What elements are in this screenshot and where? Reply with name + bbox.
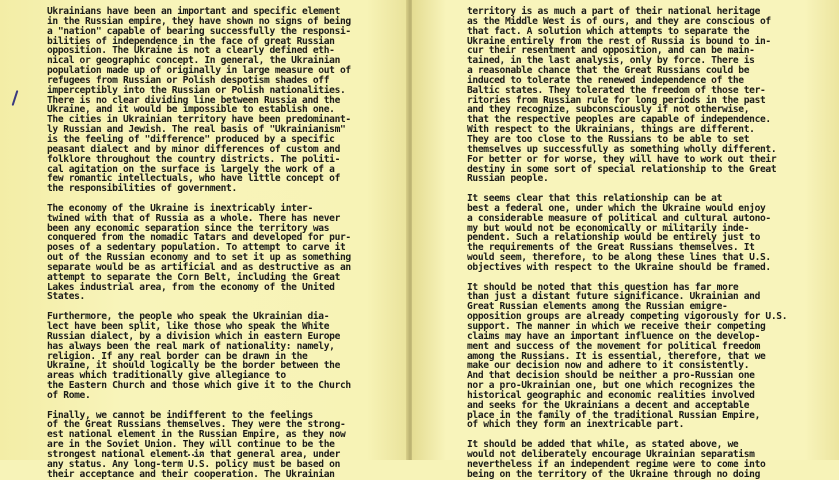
text-line: folklore throughout the country districts. The politi- bbox=[47, 153, 341, 165]
text-line: objectives with respect to the Ukraine should be framed. bbox=[467, 261, 771, 273]
page-footer-fragment bbox=[184, 454, 202, 459]
text-line: opposition. The Ukraine is not a clearly defined eth- bbox=[47, 45, 335, 57]
text-line: claims may have an important influence on the develop- bbox=[467, 330, 761, 342]
text-line: among the Russians. It is essential, therefore, that we bbox=[467, 350, 766, 362]
text-line: population made up of originally in large measure out of bbox=[47, 65, 351, 77]
right-page-text bbox=[467, 7, 817, 480]
text-line: induced to tolerate the renewed independence of the bbox=[467, 74, 744, 86]
text-line: Furthermore, the people who speak the Ukrainian dia- bbox=[47, 311, 330, 323]
text-line: the responsibilities of government. bbox=[47, 183, 237, 195]
text-line: twined with that of Russia as a whole. There has never bbox=[47, 212, 341, 224]
text-line: They are too close to the Russians to be able to set bbox=[467, 133, 750, 145]
text-line: Russian people. bbox=[467, 173, 549, 185]
text-line: separate would be as artificial and as destructive as an bbox=[47, 261, 351, 273]
text-line: nical or geographic concept. In general, the Ukrainian bbox=[47, 55, 341, 67]
text-line: my but would not be economically or militarily inde- bbox=[467, 222, 750, 234]
text-line: ritories from Russian rule for long periods in the past bbox=[467, 94, 766, 106]
text-line: There is no clear dividing line between Russia and the bbox=[47, 94, 341, 106]
text-line: than just a distant future significance. Ukrainian and bbox=[467, 291, 761, 303]
text-line: refugees from Russian or Polish despotism shades off bbox=[47, 74, 330, 86]
text-line: has always been the real mark of nationality: namely, bbox=[47, 340, 335, 352]
text-line: It should be noted that this question has far more bbox=[467, 281, 739, 293]
text-line: conquered from the nomadic Tatars and developed for pur- bbox=[47, 232, 351, 244]
text-line: are in the Soviet Union. They will continue to be the bbox=[47, 439, 335, 451]
text-line: religion. If any real border can be drawn in the bbox=[47, 350, 308, 362]
text-line: place in the family of the traditional Russian Empire, bbox=[467, 409, 761, 421]
text-line: Finally, we cannot be indifferent to the feelings bbox=[47, 409, 313, 421]
left-paragraph-4 bbox=[47, 411, 377, 480]
text-line: For better or for worse, they will have to work out their bbox=[467, 153, 777, 165]
text-line: ment and success of the movement for political freedom bbox=[467, 340, 761, 352]
text-line: cal agitation on the surface is largely the work of a bbox=[47, 163, 335, 175]
left-paragraph-1 bbox=[47, 7, 377, 194]
text-line: best a federal one, under which the Ukraine would enjoy bbox=[467, 202, 766, 214]
text-line: Baltic states. They tolerated the freedom of those ter- bbox=[467, 84, 766, 96]
text-line: areas which traditionally give allegiance to bbox=[47, 370, 286, 382]
text-line: Ukrainians have been an important and specific element bbox=[47, 6, 341, 17]
text-line: out of the Russian economy and to set it up as something bbox=[47, 252, 351, 264]
text-line: would not deliberately encourage Ukrainian separatism bbox=[467, 448, 755, 460]
text-line: support. The manner in which we receive their competing bbox=[467, 321, 766, 332]
text-line: a reasonable chance that the Great Russians could be bbox=[467, 65, 750, 77]
text-line: that the respective peoples are capable of independence. bbox=[467, 114, 771, 126]
left-paragraph-3 bbox=[47, 312, 377, 401]
text-line: few romantic intellectuals, who have little concept of bbox=[47, 173, 341, 185]
text-line: And that decision should be neither a pro-Russian one bbox=[467, 370, 755, 382]
left-paragraph-2 bbox=[47, 204, 377, 302]
text-line: It should be added that while, as stated above, we bbox=[467, 439, 739, 451]
text-line: that fact. A solution which attempts to separate the bbox=[467, 25, 750, 37]
text-line: their acceptance and their cooperation. The Ukrainian bbox=[47, 468, 335, 480]
text-line: The economy of the Ukraine is inextricably inter- bbox=[47, 202, 313, 214]
right-paragraph-4 bbox=[467, 440, 817, 479]
text-line: opposition groups are already competing vigorously for U.S. bbox=[467, 311, 788, 323]
text-line: Lakes industrial area, from the economy of the United bbox=[47, 281, 335, 293]
left-page bbox=[0, 0, 408, 480]
text-line: destiny in some sort of special relationship to the Great bbox=[467, 163, 777, 175]
text-line: nevertheless if an independent regime were to come into bbox=[467, 458, 766, 470]
text-line: of which they form an inextricable part. bbox=[467, 419, 685, 431]
text-line: and seeks for the Ukrainians a decent and acceptable bbox=[467, 399, 750, 411]
text-line: Ukraine entirely from the rest of Russia is bound to in- bbox=[467, 35, 771, 47]
text-line: is the feeling of "difference" produced by a specific bbox=[47, 133, 335, 145]
text-line: a "nation" capable of bearing successfully the responsi- bbox=[47, 25, 351, 37]
text-line: est national element in the Russian Empire, as they now bbox=[47, 429, 346, 441]
text-line: peasant dialect and by minor differences of custom and bbox=[47, 143, 341, 155]
text-line: make our decision now and adhere to it consistently. bbox=[467, 360, 750, 372]
text-line: of the Great Russians themselves. They were the strong- bbox=[47, 419, 346, 431]
text-line: territory is as much a part of their national heritage bbox=[467, 6, 761, 17]
text-line: cur their resentment and opposition, and can be main- bbox=[467, 45, 755, 57]
text-line: strongest national element in that general area, under bbox=[47, 448, 341, 460]
text-line: in the Russian empire, they have shown no signs of being bbox=[47, 15, 351, 27]
text-line: States. bbox=[47, 291, 85, 303]
text-line: of Rome. bbox=[47, 389, 91, 401]
text-line: Great Russian elements among the Russian emigre- bbox=[467, 301, 728, 313]
text-line: as the Middle West is of ours, and they are conscious of bbox=[467, 15, 771, 27]
text-line: Russian dialect, by a division which in eastern Europe bbox=[47, 330, 341, 342]
text-line: attempt to separate the Corn Belt, including the Great bbox=[47, 271, 341, 283]
text-line: a considerable measure of political and cultural autono- bbox=[467, 212, 771, 224]
text-line: would seem, therefore, to be along these lines that U.S. bbox=[467, 252, 771, 264]
text-line: being on the territory of the Ukraine through no doing bbox=[467, 468, 761, 480]
right-page bbox=[412, 0, 839, 480]
text-line: tained, in the last analysis, only by force. There is bbox=[467, 55, 755, 67]
right-paragraph-2 bbox=[467, 194, 817, 273]
text-line: any status. Any long-term U.S. policy must be based on bbox=[47, 458, 341, 470]
text-line: been any economic separation since the territory was bbox=[47, 222, 330, 234]
margin-pen-mark bbox=[12, 90, 19, 106]
text-line: historical geographic and economic realities involved bbox=[467, 389, 755, 401]
text-line: and they recognize, subconsciously if not otherwise, bbox=[467, 104, 750, 116]
text-line: pendent. Such a relationship would be entirely just to bbox=[467, 232, 761, 244]
left-page-text bbox=[47, 7, 377, 480]
text-line: poses of a sedentary population. To attempt to carve it bbox=[47, 242, 346, 254]
text-line: imperceptibly into the Russian or Polish nationalities. bbox=[47, 84, 346, 96]
text-line: bilities of independence in the face of great Russian bbox=[47, 35, 335, 47]
right-paragraph-3 bbox=[467, 283, 817, 431]
text-line: nor a pro-Ukrainian one, but one which recognizes the bbox=[467, 380, 755, 392]
text-line: It seems clear that this relationship can be at bbox=[467, 193, 723, 205]
text-line: With respect to the Ukrainians, things are different. bbox=[467, 124, 755, 136]
right-paragraph-1 bbox=[467, 7, 817, 184]
text-line: the requirements of the Great Russians themselves. It bbox=[467, 242, 755, 254]
text-line: Ukraine, and it would be impossible to establish one. bbox=[47, 104, 335, 116]
text-line: lect have been split, like those who speak the White bbox=[47, 321, 330, 332]
text-line: themselves up successfully as something wholly different. bbox=[467, 143, 777, 155]
text-line: The cities in Ukrainian territory have been predominant- bbox=[47, 114, 351, 126]
text-line: ly Russian and Jewish. The real basis of "Ukrainianism" bbox=[47, 124, 346, 136]
text-line: Ukraine, it should logically be the border between the bbox=[47, 360, 341, 372]
text-line: the Eastern Church and those which give it to the Church bbox=[47, 380, 351, 392]
